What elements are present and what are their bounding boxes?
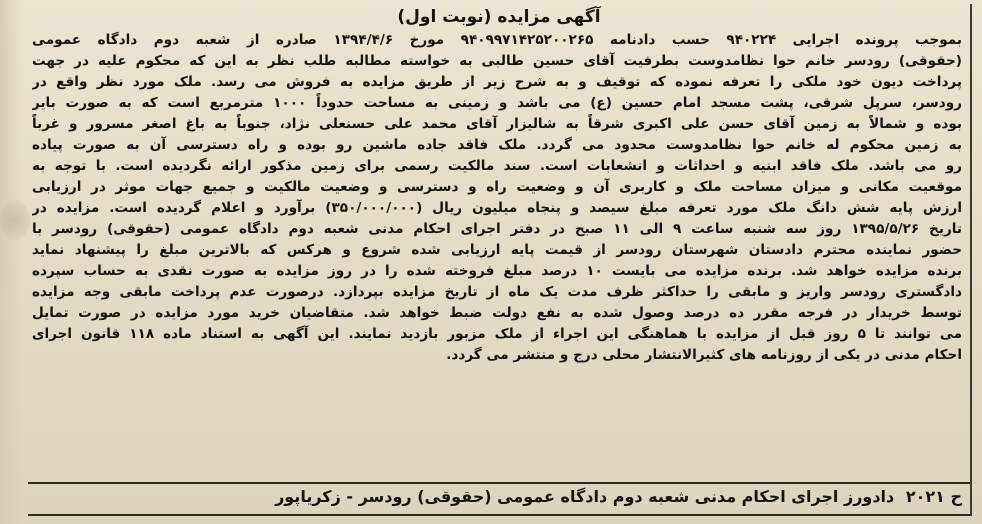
notice-line-8: موقعیت مکانی و میزان مساحت ملک و کاربری آن و وضعیت راه و دسترسی و وضعیت مالکیت و جمیع جهات موثر در ارزیابی [32, 179, 962, 195]
notice-line-9: ارزش پایه شش دانگ ملک مورد تعرفه مبلغ سیصد و پنجاه میلیون ریال (۳۵۰/۰۰۰/۰۰۰) برآورد و اعلام گردیده است. مزایده در [32, 200, 962, 216]
auction-notice [28, 4, 972, 516]
bottom-divider [28, 514, 970, 516]
notice-code: ح ۲۰۲۱ [905, 487, 962, 506]
scan-edge [0, 0, 22, 524]
notice-line-15: می توانند تا ۵ روز قبل از مزایده با هماهنگی این اجراء از ملک مزبور بازدید نمایند. این آگهی به استناد ماده ۱۱۸ قانون اجرای [32, 326, 962, 342]
notice-body [28, 30, 970, 366]
notice-line-12: برنده مزایده خواهد شد. برنده مزایده می بایست ۱۰ درصد مبلغ فروخته شده را در روز مزایده به صورت نقدی به حساب سپرده [32, 263, 962, 279]
notice-line-1: بموجب پرونده اجرایی ۹۴۰۲۲۴ حسب دادنامه ۹۴۰۹۹۷۱۴۲۵۲۰۰۲۶۵ مورخ ۱۳۹۴/۴/۶ صادره از شعبه دوم دادگاه عمومی [32, 32, 962, 48]
footer-divider [28, 482, 970, 484]
notice-line-5: بوده و شمالاً به زمین آقای حسن علی اکبری شرقاً به شالیزار آقای محمد علی حسنعلی نژاد، جنوباً به باغ اصغر مسرور و غرباً [32, 116, 962, 132]
notice-line-4: رودسر، سرپل شرقی، پشت مسجد امام حسین (ع) می باشد و زمینی به مساحت حدوداً ۱۰۰۰ مترمربع است که به صورت بایر [32, 95, 962, 111]
notice-line-10: تاریخ ۱۳۹۵/۵/۲۶ روز سه شنبه ساعت ۹ الی ۱۱ صبح در دفتر اجرای احکام مدنی شعبه دوم دادگاه عمومی (حقوقی) رودسر با [32, 221, 962, 237]
notice-line-2: (حقوقی) رودسر خانم حوا نظامدوست بطرفیت آقای حسین طالبی به خواسته مطالبه طلب نظر به این که محکوم علیه در جهت [32, 53, 962, 69]
notice-line-13: دادگستری رودسر واریز و مابقی را حداکثر ظرف مدت یک ماه از تاریخ مزایده بپردازد. درصورت عدم پرداخت مابقی وجه مزایده [32, 284, 962, 300]
signature-text: دادورز اجرای احکام مدنی شعبه دوم دادگاه عمومی (حقوقی) رودسر - زکریاپور [275, 487, 895, 506]
notice-line-14: توسط خریدار در فرجه مقرر ده درصد وصول شده به نفع دولت ضبط خواهد شد. متقاضیان خرید مورد مزایده در صورت تمایل [32, 305, 962, 321]
paper-stain [0, 200, 30, 240]
notice-line-16: احکام مدنی در یکی از روزنامه های کثیرالانتشار محلی درج و منتشر می گردد. [446, 347, 962, 363]
notice-line-7: رو می باشد. ملک فاقد ابنیه و احداثات و انشعابات است. سند مالکیت رسمی برای زمین مذکور ارائه نگردیده است. با توجه به [32, 158, 962, 174]
notice-signature [28, 485, 962, 509]
notice-line-6: به زمین محکوم له خانم حوا نظامدوست محدود می گردد. ملک فاقد جاده ماشین رو بوده و راه دسترسی آن به صورت پیاده [32, 137, 962, 153]
notice-line-3: پرداخت دیون خود ملکی را تعرفه نموده که توقیف و به شرح زیر از طریق مزایده به فروش می رسد. ملک مورد نظر واقع در [32, 74, 962, 90]
notice-line-11: حضور نماینده محترم دادستان شهرستان رودسر از قیمت پایه ارزیابی شده شروع و هرکس که بالاترین مبلغ را پیشنهاد نماید [32, 242, 962, 258]
notice-title: آگهی مزایده (نوبت اول) [397, 7, 601, 27]
